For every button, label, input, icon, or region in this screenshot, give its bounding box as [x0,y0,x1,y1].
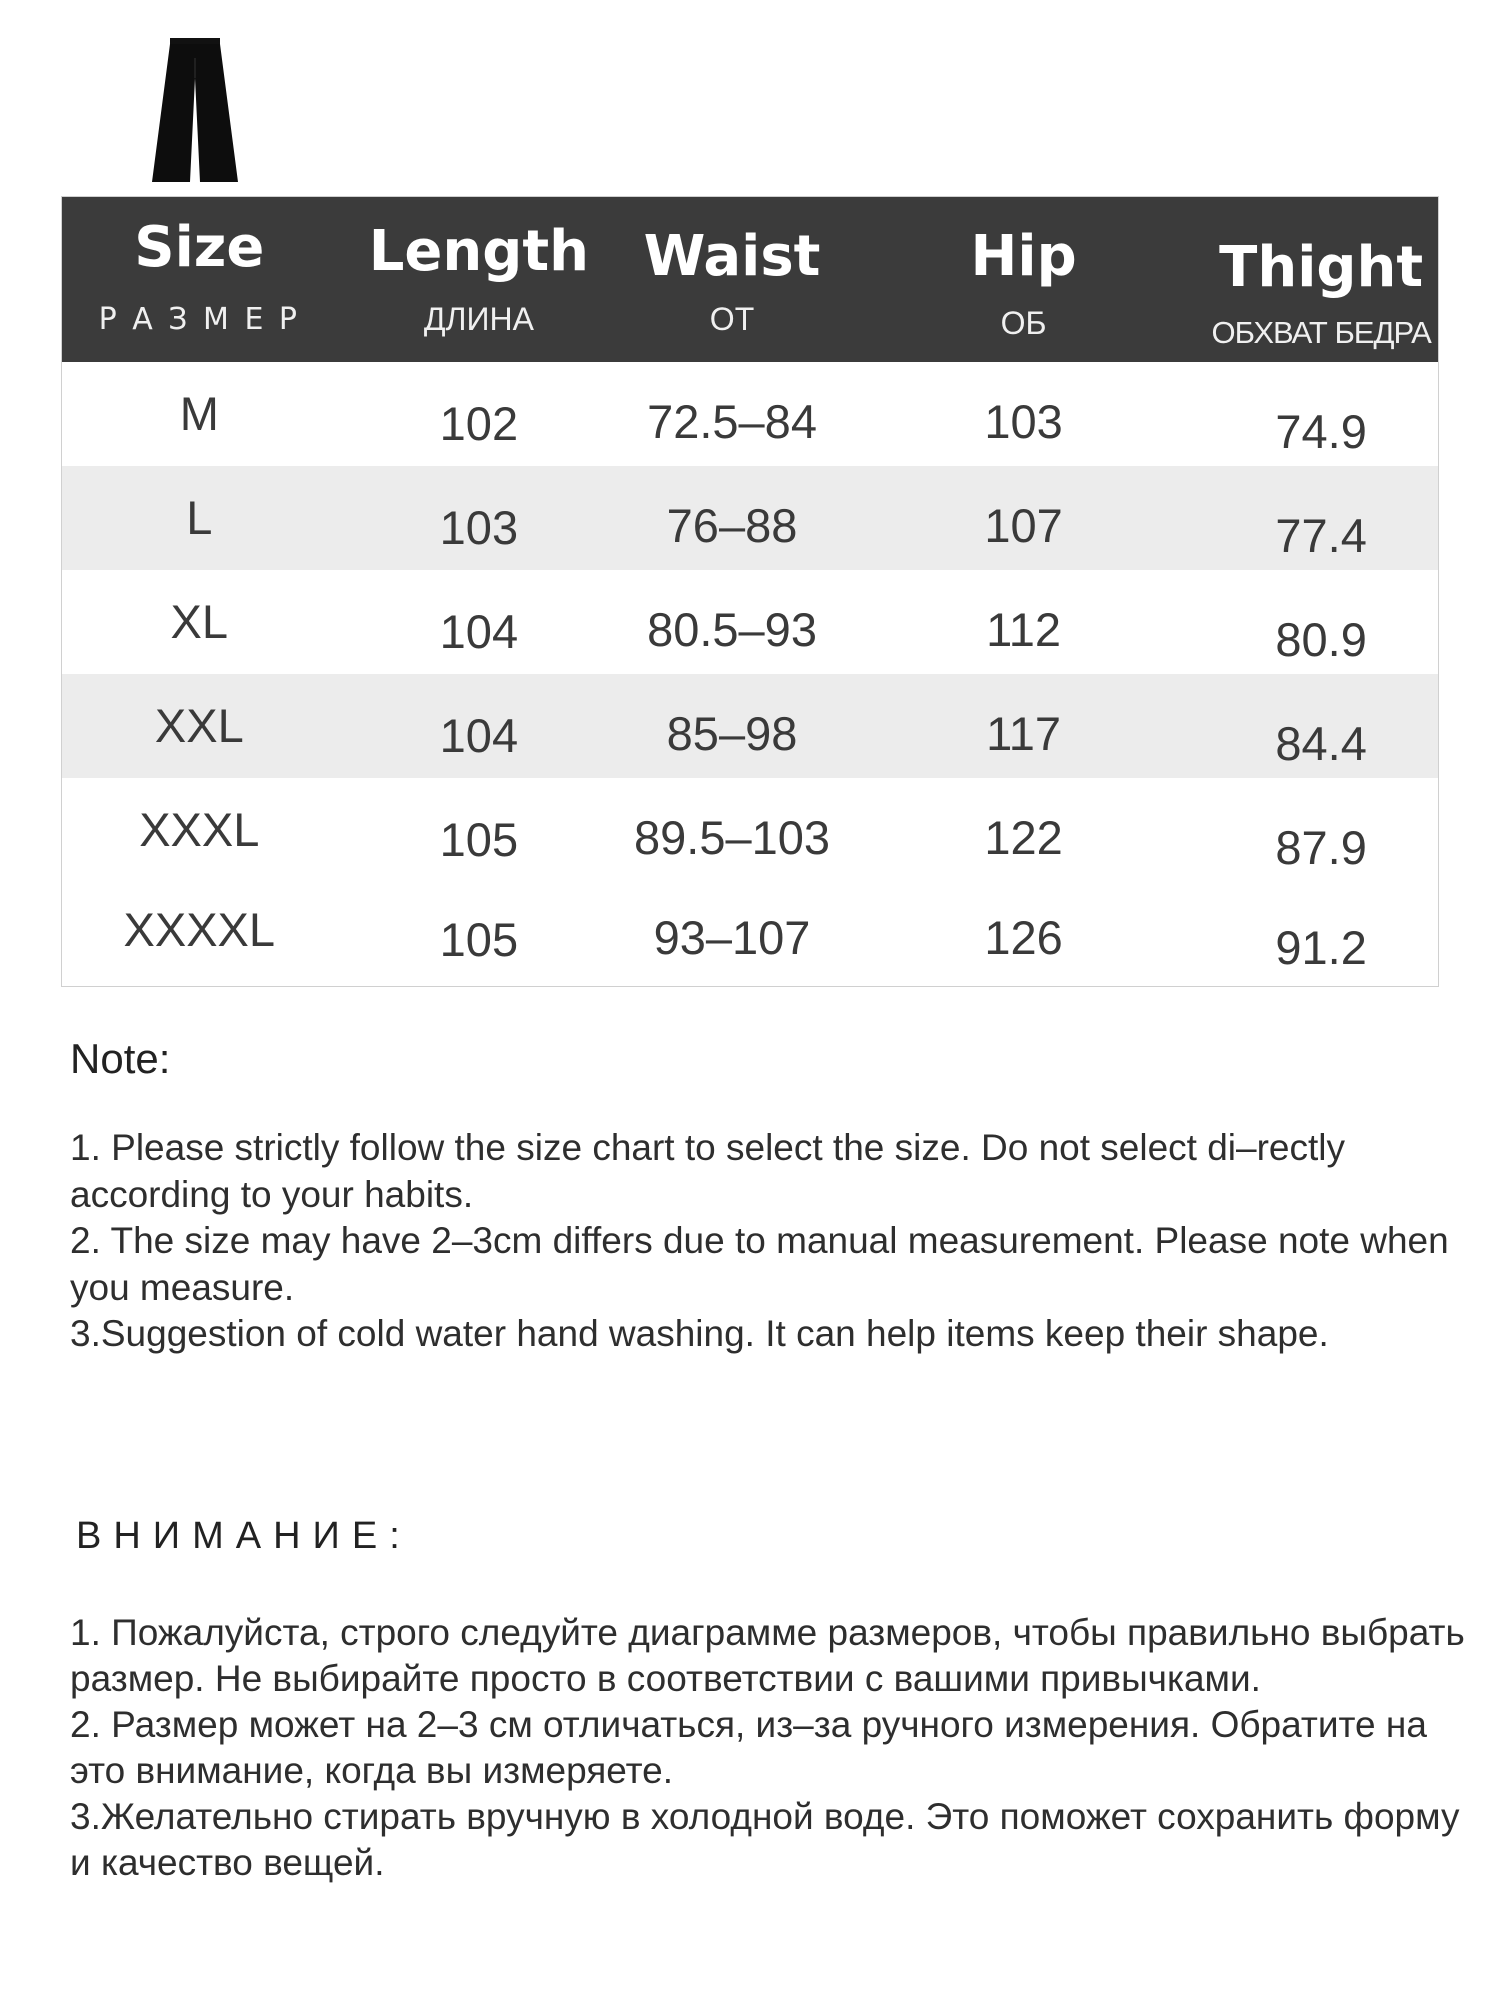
size-cell: XXXL [139,803,260,856]
hip-cell: 126 [984,911,1063,964]
hip-cell: 107 [984,499,1063,552]
hip-cell: 117 [986,707,1062,760]
header-size [62,197,337,362]
waist-cell: 89.5–103 [634,811,831,864]
hip-cell: 112 [986,603,1062,656]
attention-item: 3.Желательно стирать вручную в холодной воде. Это поможет сохранить форму и качество вещей. [70,1796,1460,1883]
header-waist [621,197,843,362]
thigh-cell: 91.2 [1275,921,1367,974]
waist-cell: 85–98 [666,707,798,760]
table-row [62,778,1438,882]
header-label: Waist [643,224,821,289]
header-sublabel: ОТ [709,301,755,337]
header-thigh [1204,197,1438,362]
size-cell: XXL [154,699,244,752]
hip-cell: 103 [984,395,1063,448]
length-cell: 103 [439,501,519,554]
size-cell: M [179,387,219,440]
table-row [62,466,1438,570]
header-sublabel: Р А З М Е Р [98,302,301,337]
header-label: Hip [970,224,1077,289]
note-item: 1. Please strictly follow the size chart to select the size. Do not select di–rectly according to your habits. [70,1127,1346,1215]
waist-cell: 76–88 [666,499,798,552]
size-cell: XL [170,595,229,648]
note-list [70,1125,1450,1358]
header-label: Thight [1219,235,1424,300]
thigh-cell: 74.9 [1275,405,1367,458]
attention-list [70,1610,1470,1886]
thigh-cell: 87.9 [1275,821,1367,874]
waist-cell: 80.5–93 [647,603,817,656]
note-item: 2. The size may have 2–3cm differs due to manual measurement. Please note when you measure. [70,1220,1449,1308]
waist-cell: 93–107 [653,911,811,964]
header-label: Size [134,215,265,280]
table-row [62,362,1438,466]
table-header [62,197,1438,362]
wide-leg-pants-icon [150,38,242,184]
length-cell: 104 [439,709,519,762]
note-item: 3.Suggestion of cold water hand washing. It can help items keep their shape. [70,1313,1329,1354]
thigh-cell: 80.9 [1275,613,1367,666]
header-sublabel: ОБ [1000,305,1047,341]
length-cell: 105 [439,813,519,866]
waist-cell: 72.5–84 [647,395,817,448]
length-cell: 102 [439,397,519,450]
header-hip [843,197,1204,362]
table-row [62,674,1438,778]
size-cell: L [186,491,213,544]
attention-item: 2. Размер может на 2–3 см отличаться, из–за ручного измерения. Обратите на это внимание, когда вы измеряете. [70,1704,1427,1791]
thigh-cell: 77.4 [1275,509,1367,562]
thigh-cell: 84.4 [1275,717,1367,770]
table-row [62,882,1438,986]
header-sublabel: ДЛИНА [423,301,534,337]
size-cell: XXXXL [123,903,276,956]
hip-cell: 122 [984,811,1063,864]
table-row [62,570,1438,674]
attention-title: ВНИМАНИЕ: [76,1515,412,1557]
header-label: Length [368,219,590,284]
size-chart-table [61,196,1439,987]
header-sublabel: ОБХВАТ БЕДРА [1211,315,1431,350]
attention-item: 1. Пожалуйста, строго следуйте диаграмме размеров, чтобы правильно выбрать размер. Не выбирайте просто в соответствии с вашими привычками. [70,1612,1465,1699]
length-cell: 105 [439,913,519,966]
header-length [337,197,622,362]
length-cell: 104 [439,605,519,658]
note-title: Note: [70,1035,171,1082]
